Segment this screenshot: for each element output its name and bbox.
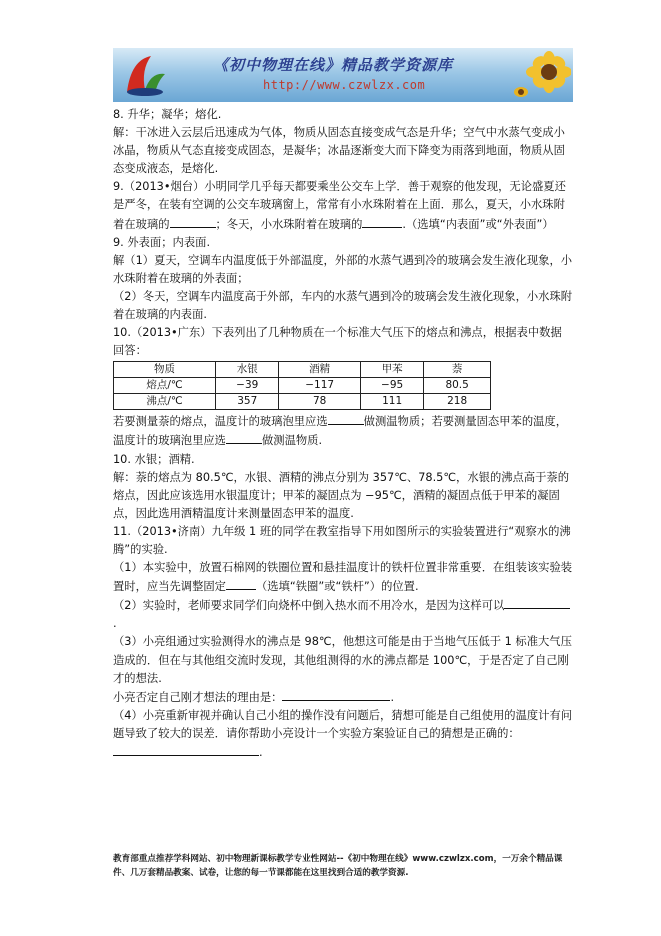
- answer-8: 8. 升华；凝华；熔化.: [113, 108, 222, 121]
- question-11-part3-reason: 小亮否定自己刚才想法的理由是： .: [113, 688, 573, 707]
- question-11-part4: （4）小亮重新审视并确认自己小组的操作没有问题后，猜想可能是自己组使用的温度计有问题导致了较大的误差．请你帮助小亮设计一个实验方案验证自己的猜想是正确的：.: [113, 708, 573, 759]
- answer-blank: [504, 596, 570, 609]
- table-cell: 218: [424, 394, 491, 410]
- table-cell: 80.5: [424, 378, 491, 394]
- table-cell: 熔点/℃: [114, 378, 216, 394]
- table-header-cell: 甲苯: [360, 362, 423, 378]
- banner-title: 《初中物理在线》精品教学资源库: [213, 56, 454, 74]
- question-11: 11.（2013•济南）九年级 1 班的同学在教室指导下用如图所示的实验装置进行“观察水的沸腾”的实验.: [113, 524, 571, 556]
- solution-9-part2: （2）冬天，空调车内温度高于外部，车内的水蒸气遇到冷的玻璃会发生液化现象，小水珠附着在玻璃的内表面.: [113, 289, 573, 322]
- question-11-part2: （2）实验时，老师要求同学们向烧杯中倒入热水而不用冷水，是因为这样可以.: [113, 596, 573, 633]
- table-header-cell: 水银: [216, 362, 279, 378]
- answer-blank: [362, 215, 402, 228]
- table-cell: −95: [360, 378, 423, 394]
- table-header-cell: 酒精: [279, 362, 361, 378]
- table-row: [114, 378, 491, 394]
- table-cell: 357: [216, 394, 279, 410]
- site-logo-icon: [121, 52, 169, 98]
- table-cell: −117: [279, 378, 361, 394]
- table-cell: 78: [279, 394, 361, 410]
- question-11-part1: （1）本实验中，放置石棉网的铁圈位置和悬挂温度计的铁杆位置非常重要．在组装该实验装置时，应当先调整固定 （选填“铁圈”或“铁杆”）的位置.: [113, 561, 573, 594]
- table-cell: 111: [360, 394, 423, 410]
- solution-8: 解：干冰进入云层后迅速成为气体，物质从固态直接变成气态是升华；空气中水蒸气变成小冰晶，物质从气态直接变成固态，是凝华；冰晶逐渐变大而下降变为雨落到地面，物质从固态变成液态，是熔化.: [113, 126, 565, 176]
- answer-blank: [226, 577, 256, 590]
- page-footer: 教育部重点推荐学科网站、初中物理新课标教学专业性网站--《初中物理在线》www.czwlzx.com，一万余个精品课件、几万套精品教案、试卷，让您的每一节课都能在这里找到合适的教学资源.: [113, 854, 563, 878]
- table-row: [114, 394, 491, 410]
- question-11-part3: （3）小亮组通过实验测得水的沸点是 98℃，他想这可能是由于当地气压低于 1 标准大气压造成的．但在与其他组交流时发现，其他组测得的水的沸点都是 100℃，于是否定了自己刚才的想法.: [113, 635, 572, 685]
- solution-10: 解：萘的熔点为 80.5℃，水银、酒精的沸点分别为 357℃、78.5℃，水银的沸点高于萘的熔点，因此应该选用水银温度计；甲苯的凝固点为 −95℃，酒精的凝固点低于甲苯的凝固点，因此选用酒精温度计来测量固态甲苯的温度.: [113, 470, 570, 520]
- solution-9-part1: 解（1）夏天，空调车内温度低于外部温度，外部的水蒸气遇到冷的玻璃会发生液化现象，小水珠附着在玻璃的外表面；: [113, 253, 573, 285]
- table-header-row: [114, 362, 491, 378]
- sunflower-icon: [511, 50, 571, 100]
- document-body: [113, 106, 573, 762]
- table-header-cell: 萘: [424, 362, 491, 378]
- table-cell: −39: [216, 378, 279, 394]
- answer-blank: [328, 412, 364, 425]
- header-banner: [113, 48, 573, 102]
- question-10-prompt: 若要测量萘的熔点，温度计的玻璃泡里应选 做测温物质；若要测量固态甲苯的温度，温度计的玻璃泡里应选 做测温物质.: [113, 412, 573, 450]
- question-10: 10.（2013•广东）下表列出了几种物质在一个标准大气压下的熔点和沸点，根据表中数据回答：: [113, 326, 562, 358]
- melting-boiling-table: [113, 361, 491, 410]
- answer-10: 10. 水银；酒精.: [113, 452, 195, 466]
- answer-blank: [170, 215, 216, 228]
- answer-9: 9. 外表面；内表面.: [113, 235, 211, 249]
- banner-url[interactable]: http://www.czwlzx.com: [263, 78, 426, 92]
- table-cell: 沸点/℃: [114, 394, 216, 410]
- answer-blank: [226, 431, 262, 444]
- question-9: 9.（2013•烟台）小明同学几乎每天都要乘坐公交车上学．善于观察的他发现，无论盛夏还是严冬，在装有空调的公交车玻璃窗上，常常有小水珠附着在上面．那么，夏天，小水珠附着在玻璃的 ；冬天，小水珠附着在玻璃的 .（选填“内表面”或“外表面”）: [113, 180, 566, 231]
- answer-blank: [282, 688, 390, 701]
- answer-blank: [113, 743, 259, 756]
- table-header-cell: 物质: [114, 362, 216, 378]
